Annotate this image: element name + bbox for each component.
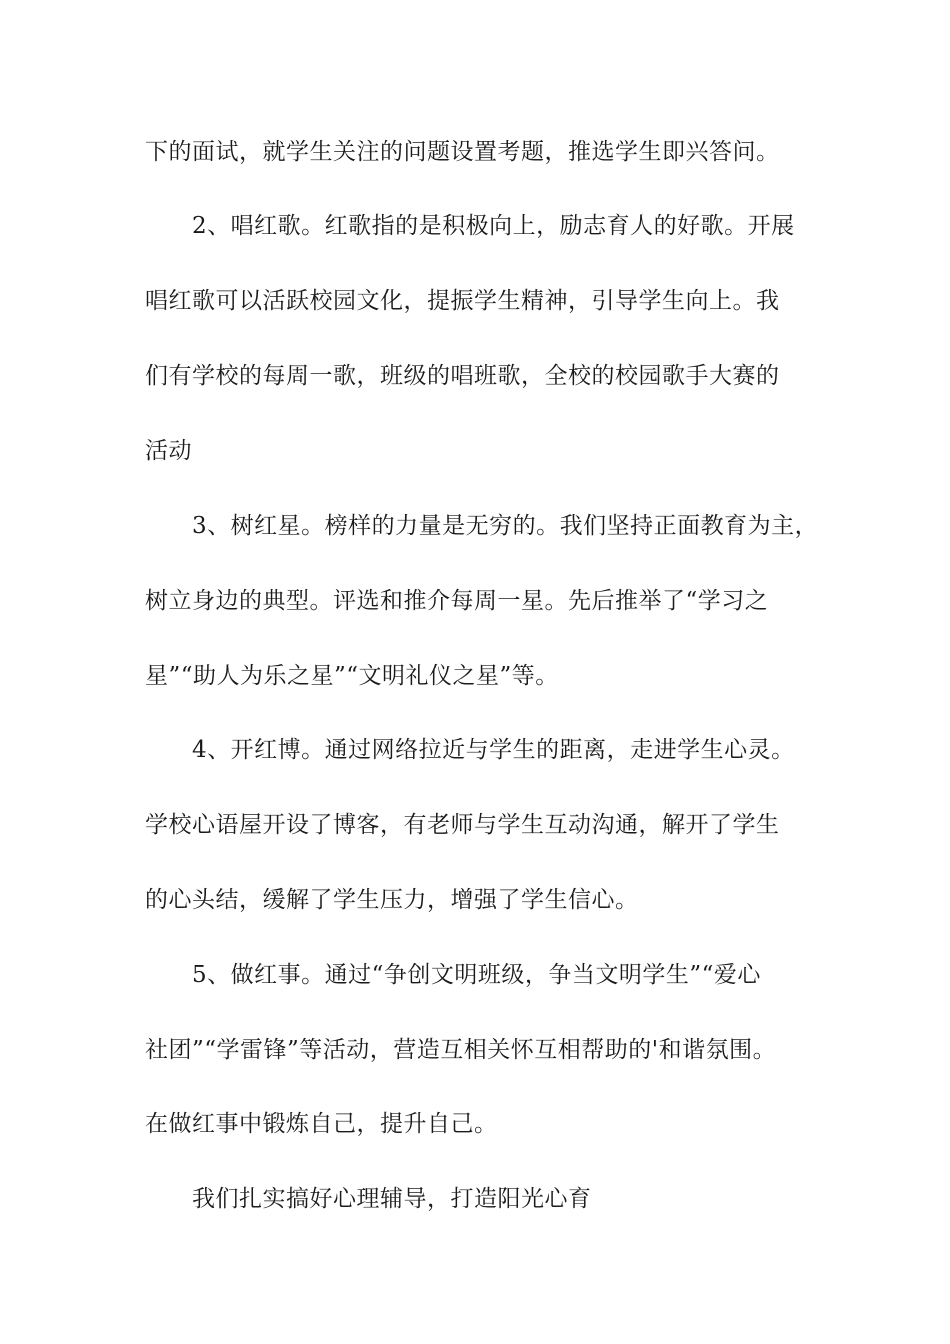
- text-line-8: 星”“助人为乐之星”“文明礼仪之星”等。: [145, 663, 559, 689]
- text-line-2: 2、唱红歌。红歌指的是积极向上，励志育人的好歌。开展: [192, 213, 795, 239]
- text-line-9: 4、开红博。通过网络拉近与学生的距离，走进学生心灵。: [192, 737, 795, 763]
- text-line-11: 的心头结，缓解了学生压力，增强了学生信心。: [145, 887, 639, 913]
- text-line-5: 活动: [145, 438, 192, 464]
- text-line-15: 我们扎实搞好心理辅导，打造阳光心育: [192, 1186, 592, 1212]
- text-line-4: 们有学校的每周一歌，班级的唱班歌，全校的校园歌手大赛的: [145, 363, 780, 389]
- text-line-7: 树立身边的典型。评选和推介每周一星。先后推举了“学习之: [145, 588, 769, 614]
- text-line-13: 社团”“学雷锋”等活动，营造互相关怀互相帮助的'和谐氛围。: [145, 1037, 777, 1063]
- text-line-12: 5、做红事。通过“争创文明班级，争当文明学生”“爱心: [192, 962, 761, 988]
- text-line-3: 唱红歌可以活跃校园文化，提振学生精神，引导学生向上。我: [145, 288, 780, 314]
- text-line-10: 学校心语屋开设了博客，有老师与学生互动沟通，解开了学生: [145, 812, 780, 838]
- text-line-14: 在做红事中锻炼自己，提升自己。: [145, 1111, 498, 1137]
- text-line-6: 3、树红星。榜样的力量是无穷的。我们坚持正面教育为主，: [192, 513, 819, 539]
- text-line-1: 下的面试，就学生关注的问题设置考题，推选学生即兴答问。: [145, 139, 780, 165]
